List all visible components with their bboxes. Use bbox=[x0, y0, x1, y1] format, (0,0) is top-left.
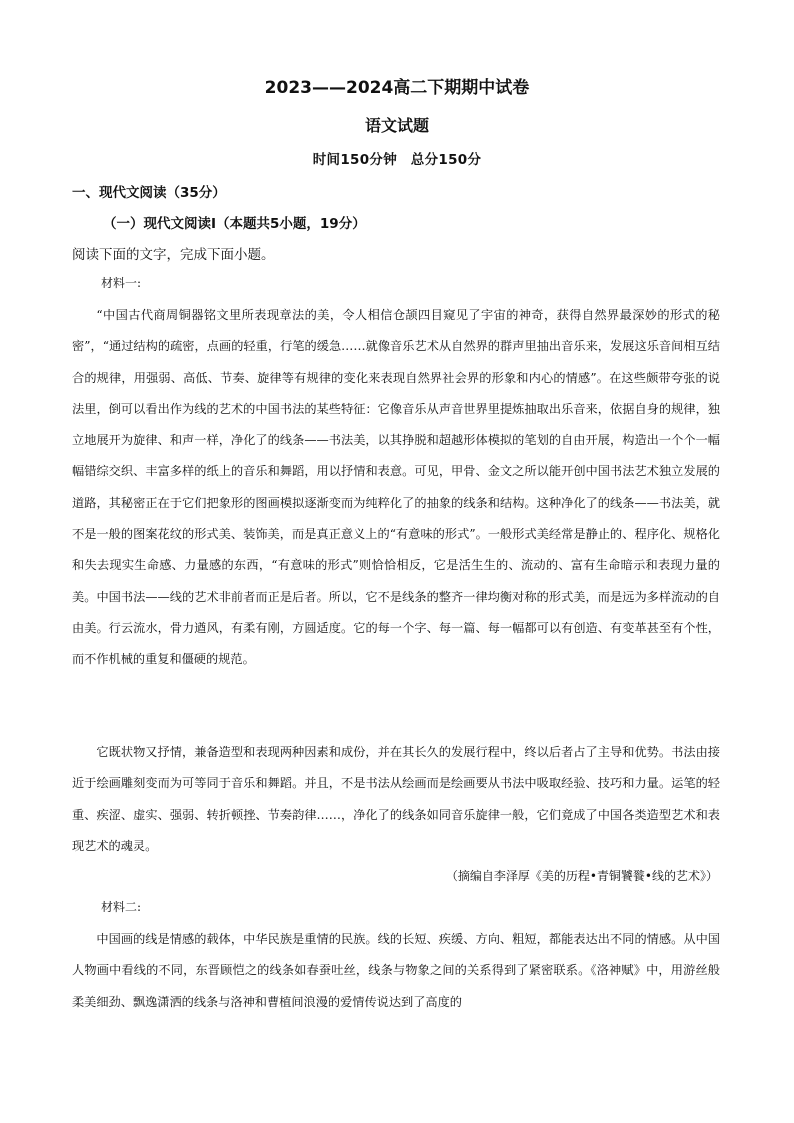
material1-label: 材料一: bbox=[101, 276, 142, 290]
reading-instruction: 阅读下面的文字，完成下面小题。 bbox=[72, 247, 275, 263]
exam-subtitle: 语文试题 bbox=[364, 116, 429, 135]
material2-paragraph: 中国画的线是情感的载体，中华民族是重情的民族。线的长短、疾缓、方向、粗短，都能表达出不同的情感。从中国人物画中看线的不同，东晋顾恺之的线条如春蚕吐丝，线条与物象之间的关系得到了紧密联系。《洛神赋》中，用游丝般柔美细劲、飘逸潇洒的线条与洛神和曹植间浪漫的爱情传说达到了高度的 bbox=[72, 932, 720, 1009]
time-and-score: 时间150分钟 总分150分 bbox=[312, 152, 482, 168]
exam-title: 2023——2024高二下期期中试卷 bbox=[264, 78, 530, 98]
material2-label: 材料二: bbox=[101, 900, 142, 914]
subsection-heading: （一）现代文阅读Ⅰ（本题共5小题，19分） bbox=[103, 216, 366, 232]
material1-paragraph-2: 它既状物又抒情，兼备造型和表现两种因素和成份，并在其长久的发展行程中，终以后者占了主导和优势。书法由接近于绘画雕刻变而为可等同于音乐和舞蹈。并且，不是书法从绘画而是绘画要从书法中吸取经验、技巧和力量。运笔的轻重、疾涩、虚实、强弱、转折顿挫、节奏韵律……，净化了的线条如同音乐旋律一般，它们竟成了中国各类造型艺术和表现艺术的魂灵。 bbox=[72, 745, 720, 853]
material1-paragraph-1: “中国古代商周铜器铭文里所表现章法的美，令人相信仓颉四目窥见了宇宙的神奇，获得自然界最深妙的形式的秘密”，“通过结构的疏密，点画的轻重，行笔的缓急……就像音乐艺术从自然界的群声里抽出音乐来，发展这乐音间相互结合的规律，用强弱、高低、节奏、旋律等有规律的变化来表现自然界社会界的形象和内心的情感”。在这些颇带夸张的说法里，倒可以看出作为线的艺术的中国书法的某些特征：它像音乐从声音世界里提炼抽取出乐音来，依据自身的规律，独立地展开为旋律、和声一样，净化了的线条——书法美，以其挣脱和超越形体模拟的笔划的自由开展，构造出一个个一幅幅错综交织、丰富多样的纸上的音乐和舞蹈，用以抒情和表意。可见，甲骨、金文之所以能开创中国书法艺术独立发展的道路，其秘密正在于它们把象形的图画模拟逐渐变而为纯粹化了的抽象的线条和结构。这种净化了的线条——书法美，就不是一般的图案花纹的形式美、装饰美，而是真正意义上的“有意味的形式”。一般形式美经常是静止的、程序化、规格化和失去现实生命感、力量感的东西，“有意味的形式”则恰恰相反，它是活生生的、流动的、富有生命暗示和表现力量的美。中国书法——线的艺术非前者而正是后者。所以，它不是线条的整齐一律均衡对称的形式美，而是远为多样流动的自由美。行云流水，骨力遒风，有柔有刚，方圆适度。它的每一个字、每一篇、每一幅都可以有创造、有变革甚至有个性，而不作机械的重复和僵硬的规范。 bbox=[72, 308, 720, 667]
section-heading: 一、现代文阅读（35分） bbox=[72, 185, 226, 201]
material1-source: （摘编自李泽厚《美的历程•青铜饕餮•线的艺术》） bbox=[445, 869, 718, 883]
